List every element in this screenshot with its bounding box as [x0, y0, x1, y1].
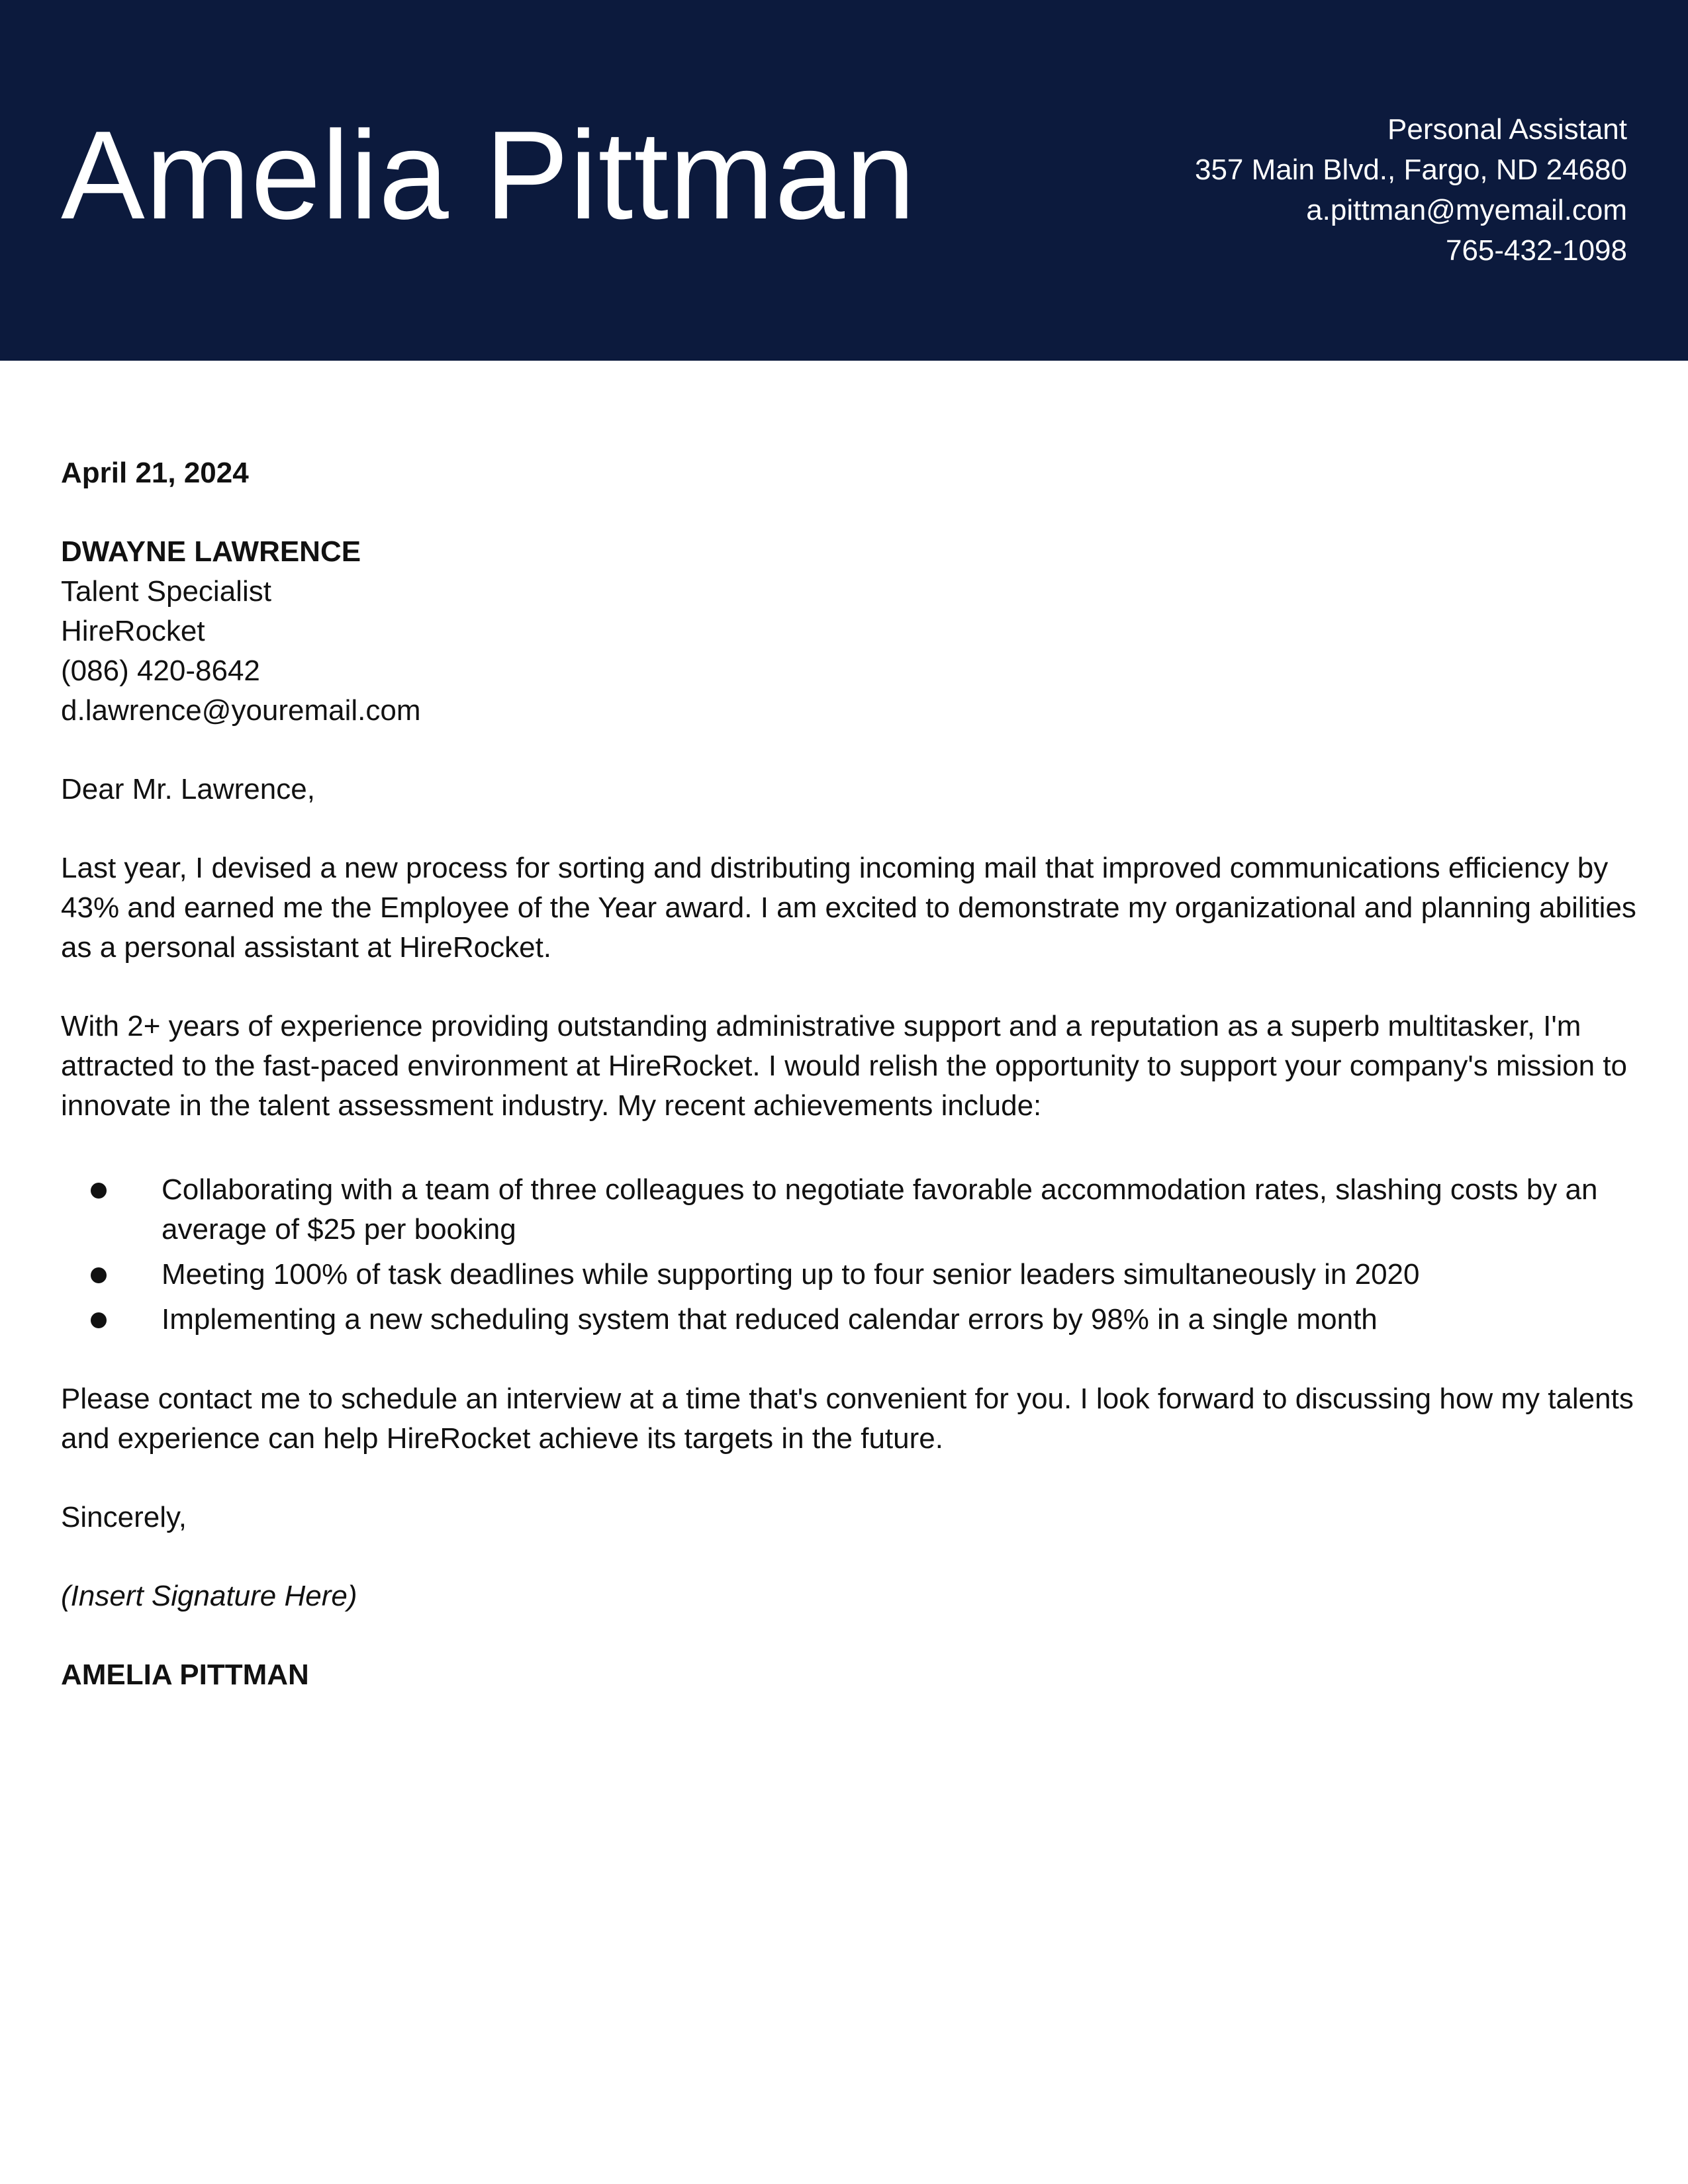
- applicant-name: Amelia Pittman: [61, 105, 916, 246]
- signature-placeholder: (Insert Signature Here): [61, 1580, 357, 1612]
- achievement-text: Meeting 100% of task deadlines while supporting up to four senior leaders simultaneously in 2020: [162, 1258, 1420, 1291]
- salutation: Dear Mr. Lawrence,: [61, 773, 315, 805]
- closing: Sincerely,: [61, 1501, 187, 1533]
- bullet-icon: [91, 1312, 107, 1328]
- achievement-text: Collaborating with a team of three colleagues to negotiate favorable accommodation rates, slashing costs by an average of $25 per booking: [162, 1173, 1598, 1246]
- paragraph-closing: Please contact me to schedule an interview at a time that's convenient for you. I look forward to discussing how my talents and experience can help HireRocket achieve its targets in the future.: [61, 1383, 1634, 1455]
- list-item: [61, 1255, 1636, 1295]
- paragraph-intro: Last year, I devised a new process for sorting and distributing incoming mail that improved communications efficiency by 43% and earned me the Employee of the Year award. I am excited to demonstrate my organizational and planning abilities as a personal assistant at HireRocket.: [61, 852, 1636, 964]
- signer-name: AMELIA PITTMAN: [61, 1659, 309, 1691]
- email: a.pittman@myemail.com: [1306, 194, 1627, 226]
- recipient-name: DWAYNE LAWRENCE: [61, 535, 361, 568]
- recipient-block: [61, 532, 1636, 731]
- job-title: Personal Assistant: [1387, 113, 1627, 146]
- list-item: [61, 1300, 1636, 1340]
- letter-body: [61, 453, 1636, 1695]
- letter-date: April 21, 2024: [61, 457, 249, 489]
- bullet-icon: [91, 1183, 107, 1199]
- bullet-icon: [91, 1267, 107, 1283]
- paragraph-experience: With 2+ years of experience providing outstanding administrative support and a reputation as a superb multitasker, I'm attracted to the fast-paced environment at HireRocket. I would relish the opportunity to support your company's mission to innovate in the talent assessment industry. My recent achievements include:: [61, 1010, 1628, 1122]
- recipient-company: HireRocket: [61, 615, 205, 647]
- phone: 765-432-1098: [1445, 234, 1627, 267]
- achievements-list: [61, 1170, 1636, 1340]
- recipient-phone: (086) 420-8642: [61, 655, 260, 687]
- recipient-title: Talent Specialist: [61, 575, 271, 608]
- address: 357 Main Blvd., Fargo, ND 24680: [1194, 154, 1627, 186]
- list-item: [61, 1170, 1636, 1250]
- recipient-email: d.lawrence@youremail.com: [61, 694, 421, 727]
- achievement-text: Implementing a new scheduling system that reduced calendar errors by 98% in a single month: [162, 1303, 1378, 1336]
- contact-block: [1195, 109, 1627, 271]
- header-banner: [0, 0, 1688, 361]
